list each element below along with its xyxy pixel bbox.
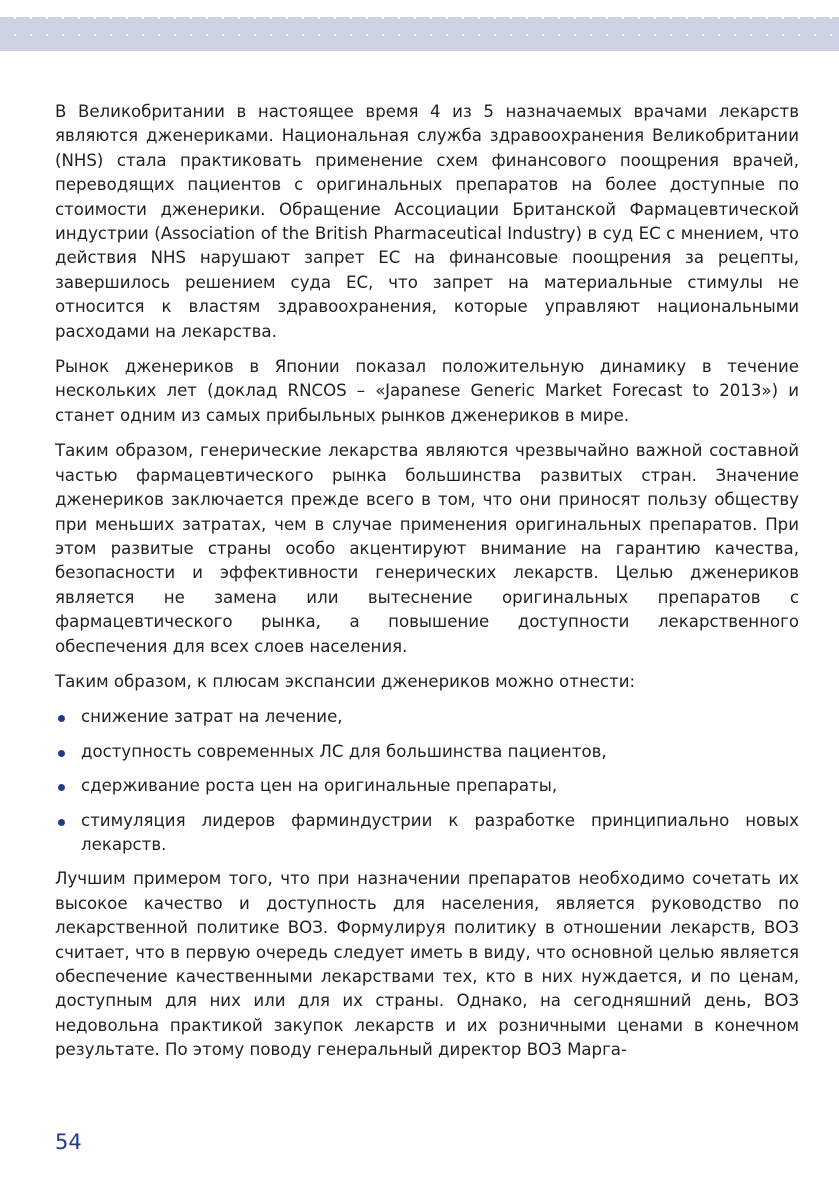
list-item (55, 740, 799, 764)
advantages-list (55, 705, 799, 857)
list-item (55, 705, 799, 729)
bullet-dot-icon (58, 750, 65, 757)
paragraph-advantages-intro: Таким образом, к плюсам экспансии дженериков можно отнести: (55, 671, 636, 691)
list-item-text: доступность современных ЛС для большинства пациентов, (81, 741, 607, 761)
page-number: 54 (55, 1130, 82, 1154)
page-content (55, 100, 799, 1074)
list-item-text: стимуляция лидеров фарминдустрии к разработке принципиально новых лекарств. (81, 810, 799, 854)
paragraph-who-policy: Лучшим примером того, что при назначении препаратов необходимо сочетать их высокое качество и доступность для населения, является руководство по лекарственной политике ВОЗ. Формулируя политику в отношении лекарств, ВОЗ считает, что в первую очередь следует иметь в виду, что основной целью является обеспечение качественными лекарствами тех, кто в них нуждается, и по ценам, доступным для них или для их страны. Однако, на сегодняшний день, ВОЗ недовольна практикой закупок лекарств и их розничными ценами в конечном результате. По этому поводу генеральный директор ВОЗ Марга- (55, 869, 799, 1060)
header-decorative-pattern (0, 17, 839, 51)
header-pattern-band (0, 17, 839, 51)
list-item (55, 774, 799, 798)
bullet-dot-icon (58, 715, 65, 722)
bullet-dot-icon (58, 819, 65, 826)
paragraph-japan-generics: Рынок дженериков в Японии показал положительную динамику в течение нескольких лет (доклад RNCOS – «Japanese Generic Market Forecast to 2013») и станет одним из самых прибыльных рынков дженериков в мире. (55, 357, 799, 425)
paragraph-uk-generics: В Великобритании в настоящее время 4 из 5 назначаемых врачами лекарств являются дженериками. Национальная служба здравоохранения Великобритании (NHS) стала практиковать применение схем финансового поощрения врачей, переводящих пациентов с оригинальных препаратов на более доступные по стоимости дженерики. Обращение Ассоциации Британской Фармацевтической индустрии (Association of the British Pharmaceutical Industry) в суд ЕС с мнением, что действия NHS нарушают запрет ЕС на финансовые поощрения за рецепты, завершилось решением суда ЕС, что запрет на материальные стимулы не относится к властям здравоохранения, которые управляют национальными расходами на лекарства. (55, 102, 799, 341)
list-item (55, 809, 799, 858)
list-item-text: сдерживание роста цен на оригинальные препараты, (81, 776, 558, 796)
list-item-text: снижение затрат на лечение, (81, 707, 343, 727)
paragraph-generics-importance: Таким образом, генерические лекарства являются чрезвычайно важной составной частью фармацевтического рынка большинства развитых стран. Значение дженериков заключается прежде всего в том, что они приносят пользу обществу при меньших затратах, чем в случае применения оригинальных препаратов. При этом развитые страны особо акцентируют внимание на гарантию качества, безопасности и эффективности генерических лекарств. Целью дженериков является не замена или вытеснение оригинальных препаратов с фармацевтического рынка, а повышение доступности лекарственного обеспечения для всех слоев населения. (55, 441, 799, 656)
bullet-dot-icon (58, 784, 65, 791)
